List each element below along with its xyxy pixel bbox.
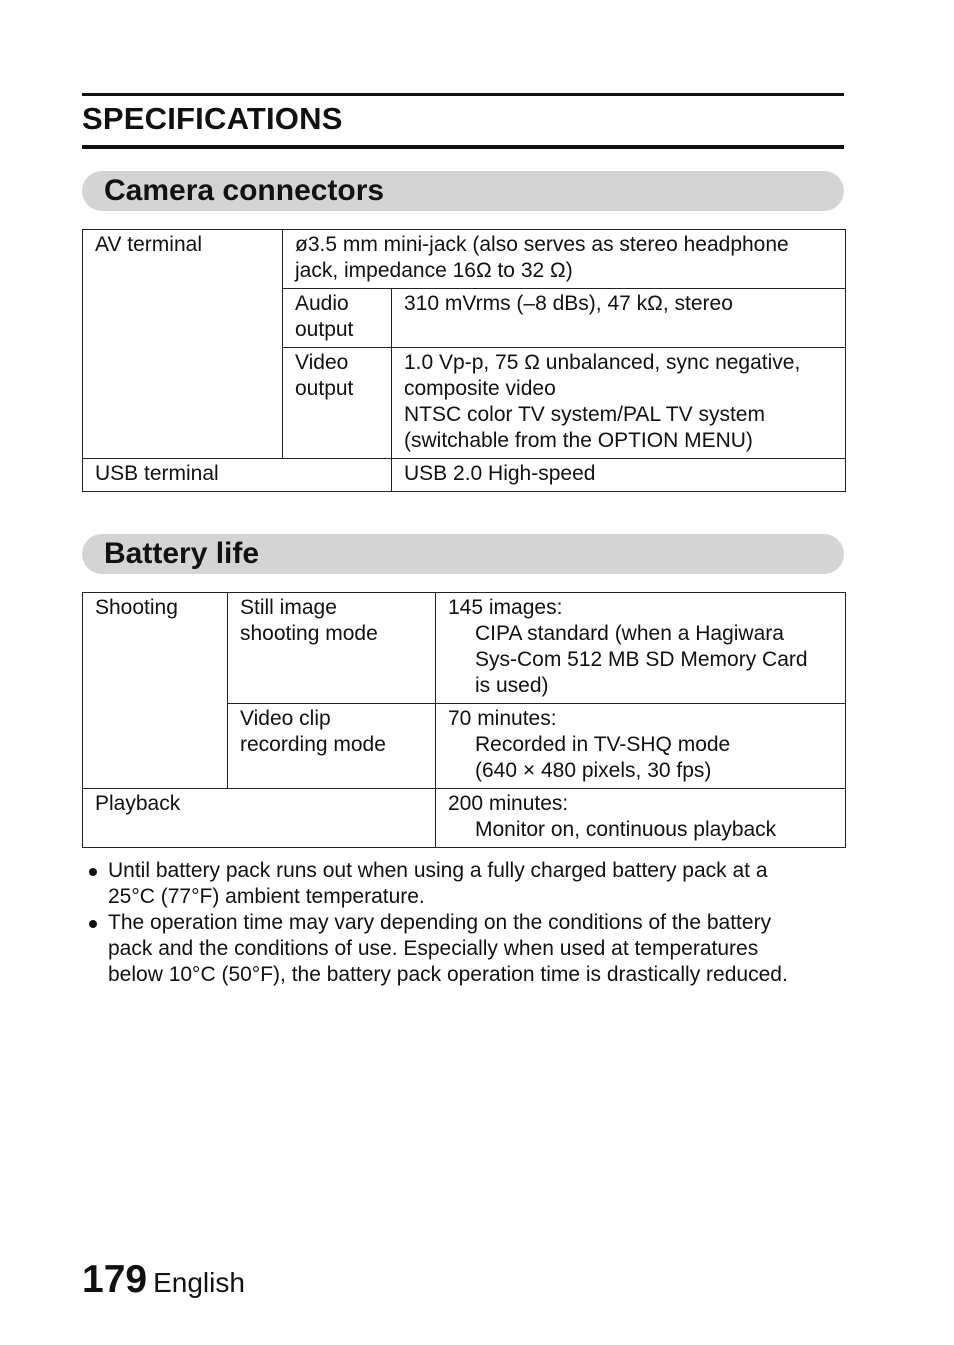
table-row: [83, 230, 846, 289]
text-line: Until battery pack runs out when using a fully charged battery pack at a: [108, 859, 768, 882]
text-line: jack, impedance 16Ω to 32 Ω): [295, 259, 573, 282]
text-line: 200 minutes:: [448, 792, 569, 815]
notes-list: [88, 858, 848, 988]
still-image-mode-label: [228, 593, 436, 704]
section-banner-camera-connectors: [82, 171, 844, 211]
text-line: CIPA standard (when a Hagiwara: [475, 622, 784, 645]
usb-terminal-value: USB 2.0 High-speed: [392, 459, 846, 492]
audio-output-label: [283, 289, 392, 348]
playback-label: Playback: [83, 789, 436, 848]
text-line: Video: [295, 351, 349, 374]
text-line: (switchable from the OPTION MENU): [404, 429, 753, 452]
still-image-value: [436, 593, 846, 704]
text-line: 25°C (77°F) ambient temperature.: [108, 885, 425, 908]
page-number: 179: [82, 1258, 148, 1301]
text-line: Sys-Com 512 MB SD Memory Card: [475, 648, 808, 671]
text-line: recording mode: [240, 733, 386, 756]
page-footer: [82, 1258, 245, 1310]
text-line: (640 × 480 pixels, 30 fps): [475, 759, 712, 782]
text-line: Monitor on, continuous playback: [475, 818, 777, 841]
text-line: is used): [475, 674, 549, 697]
battery-life-table: [82, 592, 846, 848]
text-line: 70 minutes:: [448, 707, 557, 730]
table-row: [83, 593, 846, 704]
text-line: output: [295, 377, 354, 400]
header-top-rule: [82, 93, 844, 96]
section-banner-battery-life: [82, 534, 844, 574]
usb-terminal-label: USB terminal: [83, 459, 392, 492]
text-line: below 10°C (50°F), the battery pack operation time is drastically reduced.: [108, 963, 788, 986]
text-line: 145 images:: [448, 596, 563, 619]
av-terminal-label: AV terminal: [83, 230, 283, 459]
table-row: [83, 459, 846, 492]
shooting-label: Shooting: [83, 593, 228, 789]
video-output-value: [392, 348, 846, 459]
av-terminal-description: [283, 230, 846, 289]
text-line: composite video: [404, 377, 556, 400]
playback-value: [436, 789, 846, 848]
language-label: English: [153, 1267, 245, 1298]
list-item: [88, 910, 848, 988]
text-line: Recorded in TV-SHQ mode: [475, 733, 731, 756]
camera-connectors-table: [82, 229, 846, 492]
section-heading-camera-connectors: Camera connectors: [104, 174, 385, 207]
section-heading-battery-life: Battery life: [104, 537, 260, 570]
text-line: Still image: [240, 596, 337, 619]
audio-output-value: 310 mVrms (–8 dBs), 47 kΩ, stereo: [392, 289, 846, 348]
text-line: Audio: [295, 292, 349, 315]
list-item: [88, 858, 848, 910]
text-line: NTSC color TV system/PAL TV system: [404, 403, 765, 426]
text-line: Video clip: [240, 707, 331, 730]
text-line: pack and the conditions of use. Especially when used at temperatures: [108, 937, 759, 960]
text-line: 1.0 Vp-p, 75 Ω unbalanced, sync negative,: [404, 351, 801, 374]
table-row: [83, 789, 846, 848]
text-line: ø3.5 mm mini-jack (also serves as stereo headphone: [295, 233, 789, 256]
page-title: SPECIFICATIONS: [82, 101, 343, 136]
video-clip-value: [436, 704, 846, 789]
text-line: shooting mode: [240, 622, 378, 645]
video-clip-mode-label: [228, 704, 436, 789]
video-output-label: [283, 348, 392, 459]
header-bottom-rule: [82, 145, 844, 149]
text-line: The operation time may vary depending on the conditions of the battery: [108, 911, 772, 934]
text-line: output: [295, 318, 354, 341]
